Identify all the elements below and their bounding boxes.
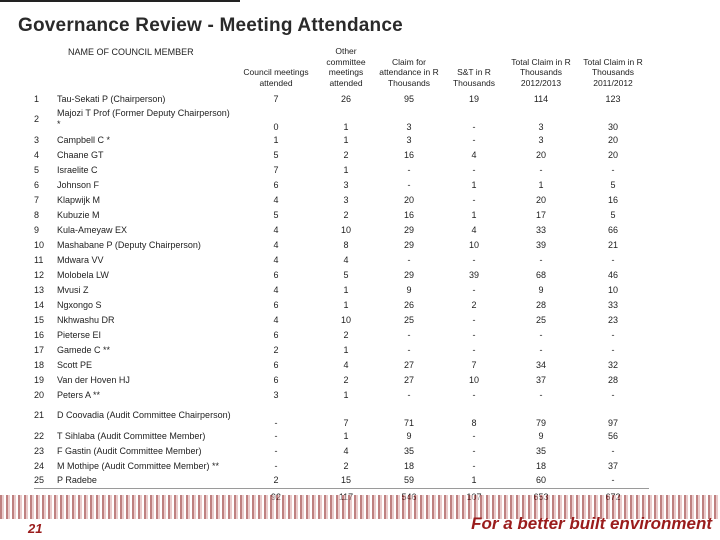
cell-claim-attendance: - [407,179,411,190]
cell-other-committee: 1 [343,344,349,355]
cell-council-meetings: 7 [273,93,279,104]
member-name: Molobela LW [57,269,109,280]
cell-total-2012-2013: 34 [535,359,546,370]
cell-st: - [472,329,476,340]
cell-total-2011-2012: 97 [607,418,618,428]
cell-other-committee: 3 [343,179,349,190]
name-column-header [57,45,235,91]
cell-total-2011-2012: - [611,389,615,400]
cell-other-committee: 4 [343,445,349,456]
cell-other-committee: 2 [343,329,349,340]
row-number: 10 [34,239,45,250]
cell-council-meetings: 6 [273,179,279,190]
col-header-claim-attendance: Claim for attendance in R Thousands [379,56,439,88]
member-name: Van der Hoven HJ [57,374,130,385]
cell-total-2011-2012: - [611,475,615,486]
table-row [34,222,649,237]
cell-council-meetings: 4 [273,194,279,205]
member-name: Johnson F [57,179,100,190]
row-number: 20 [34,389,45,400]
cell-council-meetings: 6 [273,374,279,385]
cell-total-2012-2013: 60 [535,475,546,486]
table-row [34,267,649,282]
cell-claim-attendance: 29 [403,224,414,235]
table-row [34,473,649,488]
cell-other-committee: 1 [343,284,349,295]
cell-other-committee: 1 [343,134,349,145]
member-name: Chaane GT [57,149,104,160]
table-row [34,192,649,207]
row-number: 25 [34,475,45,486]
page-title: Governance Review - Meeting Attendance [18,15,403,36]
row-number: 6 [34,179,40,190]
cell-st: 39 [468,269,479,280]
header-row [34,45,649,91]
cell-total-2012-2013: 28 [535,299,546,310]
cell-claim-attendance: 25 [403,314,414,325]
cell-st: 2 [471,299,477,310]
cell-other-committee: 7 [343,418,349,428]
member-name: T Sihlaba (Audit Committee Member) [57,430,206,441]
row-number: 18 [34,359,45,370]
cell-council-meetings: 2 [273,344,279,355]
cell-council-meetings: - [274,445,278,456]
table-row [34,207,649,222]
table-row [34,312,649,327]
attendance-table [34,45,649,506]
cell-total-2011-2012: 66 [607,224,618,235]
cell-claim-attendance: - [407,254,411,265]
cell-council-meetings: 4 [273,284,279,295]
row-number: 4 [34,149,40,160]
cell-claim-attendance: 9 [406,284,412,295]
cell-st: 8 [471,418,477,428]
cell-st: - [472,134,476,145]
cell-st: 1 [471,475,477,486]
cell-total-2012-2013: 18 [535,460,546,471]
cell-other-committee: 26 [340,93,351,104]
cell-total-2012-2013: 9 [538,284,544,295]
table-row [34,372,649,387]
cell-st: - [472,389,476,400]
cell-total-2012-2013: 68 [535,269,546,280]
cell-claim-attendance: 35 [403,445,414,456]
cell-council-meetings: 3 [273,389,279,400]
cell-council-meetings: 6 [273,359,279,370]
cell-total-2012-2013: 3 [538,134,544,145]
council-member-header: NAME OF COUNCIL MEMBER [68,47,194,57]
row-number: 15 [34,314,45,325]
cell-other-committee: 1 [343,122,349,132]
member-name: Ngxongo S [57,299,102,310]
cell-total-2012-2013: 39 [535,239,546,250]
row-number: 2 [34,114,40,124]
table-row [34,428,649,443]
cell-council-meetings: 4 [273,239,279,250]
cell-other-committee: 2 [343,374,349,385]
cell-claim-attendance: 95 [403,93,414,104]
cell-total-2012-2013: - [539,389,543,400]
cell-st: - [472,445,476,456]
row-number: 11 [34,254,44,265]
row-number: 19 [34,374,45,385]
member-name: Mdwara VV [57,254,104,265]
cell-other-committee: 8 [343,239,349,250]
table-row [34,357,649,372]
member-name: Gamede C ** [57,344,111,355]
cell-total-2012-2013: 20 [535,149,546,160]
cell-total-2011-2012: 46 [607,269,618,280]
cell-claim-attendance: 27 [403,374,414,385]
cell-other-committee: 4 [343,254,349,265]
cell-other-committee: 15 [340,475,351,486]
member-name: Scott PE [57,359,93,370]
cell-total-2011-2012: 20 [607,149,618,160]
cell-other-committee: 2 [343,460,349,471]
member-name: Mashabane P (Deputy Chairperson) [57,239,201,250]
table-row [34,458,649,473]
row-number: 9 [34,224,40,235]
cell-total-2011-2012: - [611,445,615,456]
cell-total-2012-2013: 114 [533,93,549,104]
cell-claim-attendance: - [407,164,411,175]
cell-claim-attendance: 59 [403,475,414,486]
cell-total-2011-2012: 123 [605,93,621,104]
member-name: Peters A ** [57,389,101,400]
cell-total-2012-2013: 20 [535,194,546,205]
cell-total-2012-2013: 9 [538,430,544,441]
cell-st: - [472,344,476,355]
table-row [34,147,649,162]
row-number: 5 [34,164,40,175]
table-row [34,327,649,342]
cell-council-meetings: 5 [273,149,279,160]
table-row [34,387,649,402]
col-header-council-meetings: Council meetings attended [243,67,309,88]
cell-total-2011-2012: 21 [607,239,618,250]
cell-st: - [472,194,476,205]
table-row [34,91,649,106]
row-number: 3 [34,134,40,145]
cell-st: - [472,122,476,132]
cell-council-meetings: 2 [273,475,279,486]
tagline: For a better built environment [471,514,712,533]
col-header-st: S&T in R Thousands [452,67,496,88]
cell-st: - [472,254,476,265]
cell-other-committee: 10 [340,224,351,235]
member-name: Kula-Ameyaw EX [57,224,128,235]
cell-total-2011-2012: - [611,344,615,355]
cell-other-committee: 5 [343,269,349,280]
cell-claim-attendance: 9 [406,430,412,441]
cell-total-2011-2012: 23 [607,314,618,325]
cell-total-2011-2012: 20 [607,134,618,145]
table-row [34,177,649,192]
cell-st: 4 [471,149,477,160]
cell-total-2011-2012: 30 [607,122,618,132]
row-number: 23 [34,445,45,456]
cell-other-committee: 1 [343,389,349,400]
cell-council-meetings: 6 [273,329,279,340]
top-rule [0,0,240,2]
member-name: Campbell C * [57,134,111,145]
cell-total-2011-2012: 56 [607,430,618,441]
member-name: Nkhwashu DR [57,314,115,325]
cell-council-meetings: 6 [273,299,279,310]
cell-total-2012-2013: 17 [535,209,546,220]
table-row [34,443,649,458]
table-row [34,237,649,252]
col-header-other-committee: Other committee meetings attended [326,46,366,88]
cell-other-committee: 1 [343,299,349,310]
cell-claim-attendance: - [407,344,411,355]
col-header-total-2011-2012: Total Claim in R Thousands 2011/2012 [583,56,643,88]
cell-claim-attendance: 16 [403,209,414,220]
cell-total-2011-2012: 28 [607,374,618,385]
cell-claim-attendance: 18 [403,460,414,471]
cell-other-committee: 1 [343,164,349,175]
table-body [34,91,649,506]
cell-st: 4 [471,224,477,235]
cell-st: 10 [468,239,479,250]
table-row [34,402,649,428]
cell-st: 19 [468,93,479,104]
cell-claim-attendance: 29 [403,239,414,250]
row-number: 17 [34,344,45,355]
cell-total-2012-2013: 33 [535,224,546,235]
cell-other-committee: 3 [343,194,349,205]
cell-st: 1 [471,209,477,220]
member-name: Klapwijk M [57,194,101,205]
cell-total-2012-2013: - [539,329,543,340]
cell-claim-attendance: 71 [403,418,414,428]
member-name: D Coovadia (Audit Committee Chairperson) [57,409,231,420]
cell-st: 7 [471,359,477,370]
cell-council-meetings: - [274,418,278,428]
cell-claim-attendance: 27 [403,359,414,370]
cell-claim-attendance: 29 [403,269,414,280]
cell-claim-attendance: 20 [403,194,414,205]
table-row [34,282,649,297]
cell-st: 1 [471,179,477,190]
index-column-header [34,45,57,91]
member-name: F Gastin (Audit Committee Member) [57,445,202,456]
cell-claim-attendance: 3 [406,122,412,132]
cell-st: 10 [468,374,479,385]
cell-other-committee: 10 [340,314,351,325]
cell-claim-attendance: - [407,329,411,340]
cell-council-meetings: 7 [273,164,279,175]
row-number: 16 [34,329,45,340]
member-name: Tau-Sekati P (Chairperson) [57,93,166,104]
cell-council-meetings: 5 [273,209,279,220]
table-row [34,162,649,177]
cell-total-2012-2013: - [539,164,543,175]
cell-st: - [472,164,476,175]
cell-claim-attendance: 3 [406,134,412,145]
cell-st: - [472,430,476,441]
cell-other-committee: 2 [343,149,349,160]
member-name: Israelite C [57,164,98,175]
col-header-total-2012-2013: Total Claim in R Thousands 2012/2013 [511,56,571,88]
page-number: 21 [28,521,43,536]
table-row [34,252,649,267]
cell-total-2012-2013: 1 [538,179,544,190]
cell-total-2011-2012: 5 [610,209,616,220]
cell-council-meetings: 1 [273,134,279,145]
cell-total-2012-2013: 25 [535,314,546,325]
cell-council-meetings: 4 [273,314,279,325]
cell-claim-attendance: - [407,389,411,400]
row-number: 7 [34,194,40,205]
cell-total-2012-2013: 3 [538,122,544,132]
cell-total-2011-2012: 32 [607,359,618,370]
cell-total-2012-2013: - [539,254,543,265]
cell-other-committee: 4 [343,359,349,370]
cell-claim-attendance: 16 [403,149,414,160]
member-name: Pieterse EI [57,329,102,340]
cell-council-meetings: - [274,430,278,441]
cell-total-2011-2012: 10 [607,284,618,295]
cell-council-meetings: 4 [273,224,279,235]
cell-council-meetings: 0 [273,122,279,132]
cell-council-meetings: 6 [273,269,279,280]
cell-st: - [472,314,476,325]
member-name: Majozi T Prof (Former Deputy Chairperson) * [57,108,230,129]
member-name: M Mothipe (Audit Committee Member) ** [57,460,220,471]
member-name: P Radebe [57,475,97,486]
row-number: 21 [34,410,45,420]
row-number: 22 [34,430,45,441]
cell-total-2011-2012: 5 [610,179,616,190]
cell-total-2011-2012: 33 [607,299,618,310]
cell-st: - [472,284,476,295]
row-number: 14 [34,299,45,310]
table-row [34,297,649,312]
member-name: Kubuzie M [57,209,100,220]
row-number: 13 [34,284,45,295]
cell-total-2011-2012: - [611,329,615,340]
cell-council-meetings: 4 [273,254,279,265]
row-number: 8 [34,209,40,220]
cell-claim-attendance: 26 [403,299,414,310]
cell-other-committee: 2 [343,209,349,220]
cell-total-2011-2012: 37 [607,460,618,471]
cell-total-2011-2012: 16 [607,194,618,205]
cell-total-2012-2013: - [539,344,543,355]
cell-total-2011-2012: - [611,254,615,265]
row-number: 1 [34,93,40,104]
row-number: 24 [34,460,45,471]
cell-st: - [472,460,476,471]
member-name: Mvusi Z [57,284,89,295]
table-row [34,132,649,147]
table-row [34,106,649,132]
cell-total-2012-2013: 37 [535,374,546,385]
cell-total-2011-2012: - [611,164,615,175]
cell-total-2012-2013: 79 [535,418,546,428]
cell-total-2012-2013: 35 [535,445,546,456]
row-number: 12 [34,269,45,280]
table-row [34,342,649,357]
cell-other-committee: 1 [343,430,349,441]
cell-council-meetings: - [274,460,278,471]
